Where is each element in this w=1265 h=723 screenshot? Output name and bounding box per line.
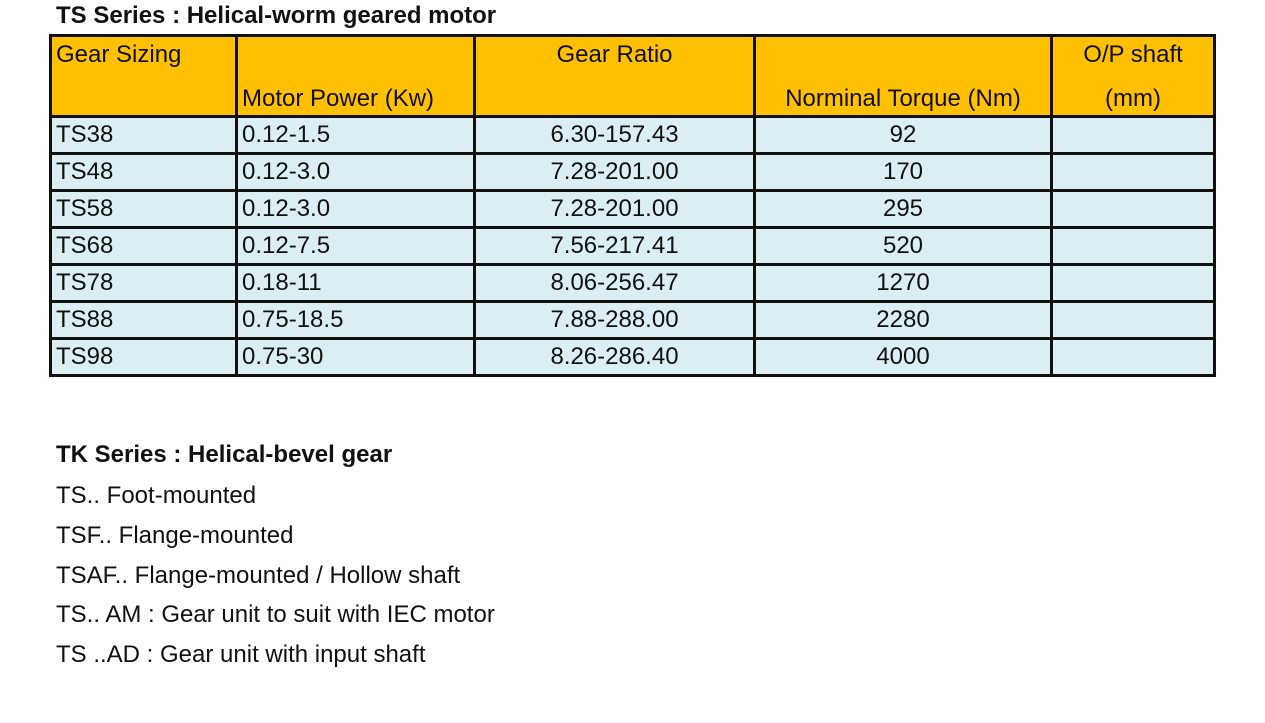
cell-motor-power: 0.75-18.5 xyxy=(237,302,475,339)
list-item: TSF.. Flange-mounted xyxy=(56,521,294,549)
ts-series-title: TS Series : Helical-worm geared motor xyxy=(56,2,497,29)
header-motor-power xyxy=(237,36,475,117)
cell-gear-size: TS58 xyxy=(51,191,237,228)
cell-gear-ratio: 6.30-157.43 xyxy=(475,117,755,154)
cell-motor-power: 0.12-3.0 xyxy=(237,191,475,228)
tk-series-title: TK Series : Helical-bevel gear xyxy=(56,441,393,468)
list-item: TS.. Foot-mounted xyxy=(56,482,257,509)
header-gear-sizing-label: Gear Sizing xyxy=(56,41,182,68)
cell-gear-size: TS68 xyxy=(51,228,237,265)
table-row xyxy=(51,117,1215,154)
cell-gear-size: TS98 xyxy=(51,339,237,376)
cell-gear-ratio: 7.88-288.00 xyxy=(475,302,755,339)
header-motor-power-label: Motor Power (Kw) xyxy=(242,85,435,112)
cell-gear-ratio: 8.06-256.47 xyxy=(475,265,755,302)
cell-torque: 92 xyxy=(755,117,1052,154)
cell-shaft xyxy=(1052,191,1215,228)
cell-torque: 1270 xyxy=(755,265,1052,302)
cell-shaft xyxy=(1052,265,1215,302)
header-shaft-label-line2: (mm) xyxy=(1105,85,1161,112)
header-shaft-label-line1: O/P shaft xyxy=(1083,41,1183,68)
cell-gear-ratio: 7.28-201.00 xyxy=(475,191,755,228)
cell-motor-power: 0.12-3.0 xyxy=(237,154,475,191)
cell-gear-ratio: 7.56-217.41 xyxy=(475,228,755,265)
table-row xyxy=(51,154,1215,191)
header-gear-ratio xyxy=(475,36,755,117)
list-item: TS ..AD : Gear unit with input shaft xyxy=(56,641,426,669)
cell-shaft xyxy=(1052,228,1215,265)
table-row xyxy=(51,302,1215,339)
cell-motor-power: 0.12-1.5 xyxy=(237,117,475,154)
cell-gear-size: TS78 xyxy=(51,265,237,302)
cell-gear-size: TS88 xyxy=(51,302,237,339)
cell-gear-ratio: 7.28-201.00 xyxy=(475,154,755,191)
table-row xyxy=(51,265,1215,302)
cell-shaft xyxy=(1052,302,1215,339)
cell-torque: 170 xyxy=(755,154,1052,191)
cell-gear-size: TS38 xyxy=(51,117,237,154)
ts-spec-table xyxy=(49,34,1216,377)
cell-motor-power: 0.75-30 xyxy=(237,339,475,376)
cell-torque: 2280 xyxy=(755,302,1052,339)
cell-torque: 295 xyxy=(755,191,1052,228)
header-shaft xyxy=(1052,36,1215,117)
table-row xyxy=(51,228,1215,265)
list-item: TS.. AM : Gear unit to suit with IEC motor xyxy=(56,601,495,629)
header-gear-ratio-label: Gear Ratio xyxy=(556,41,673,68)
header-torque-label: Norminal Torque (Nm) xyxy=(785,85,1021,112)
table-body xyxy=(51,117,1215,376)
table-header-row xyxy=(51,36,1215,117)
table-row xyxy=(51,191,1215,228)
cell-shaft xyxy=(1052,339,1215,376)
cell-motor-power: 0.12-7.5 xyxy=(237,228,475,265)
table-row xyxy=(51,339,1215,376)
cell-gear-ratio: 8.26-286.40 xyxy=(475,339,755,376)
header-torque xyxy=(755,36,1052,117)
cell-shaft xyxy=(1052,117,1215,154)
cell-torque: 520 xyxy=(755,228,1052,265)
cell-gear-size: TS48 xyxy=(51,154,237,191)
cell-torque: 4000 xyxy=(755,339,1052,376)
header-gear-sizing xyxy=(51,36,237,117)
cell-shaft xyxy=(1052,154,1215,191)
cell-motor-power: 0.18-11 xyxy=(237,265,475,302)
tk-series-list xyxy=(56,476,495,675)
list-item: TSAF.. Flange-mounted / Hollow shaft xyxy=(56,561,461,589)
